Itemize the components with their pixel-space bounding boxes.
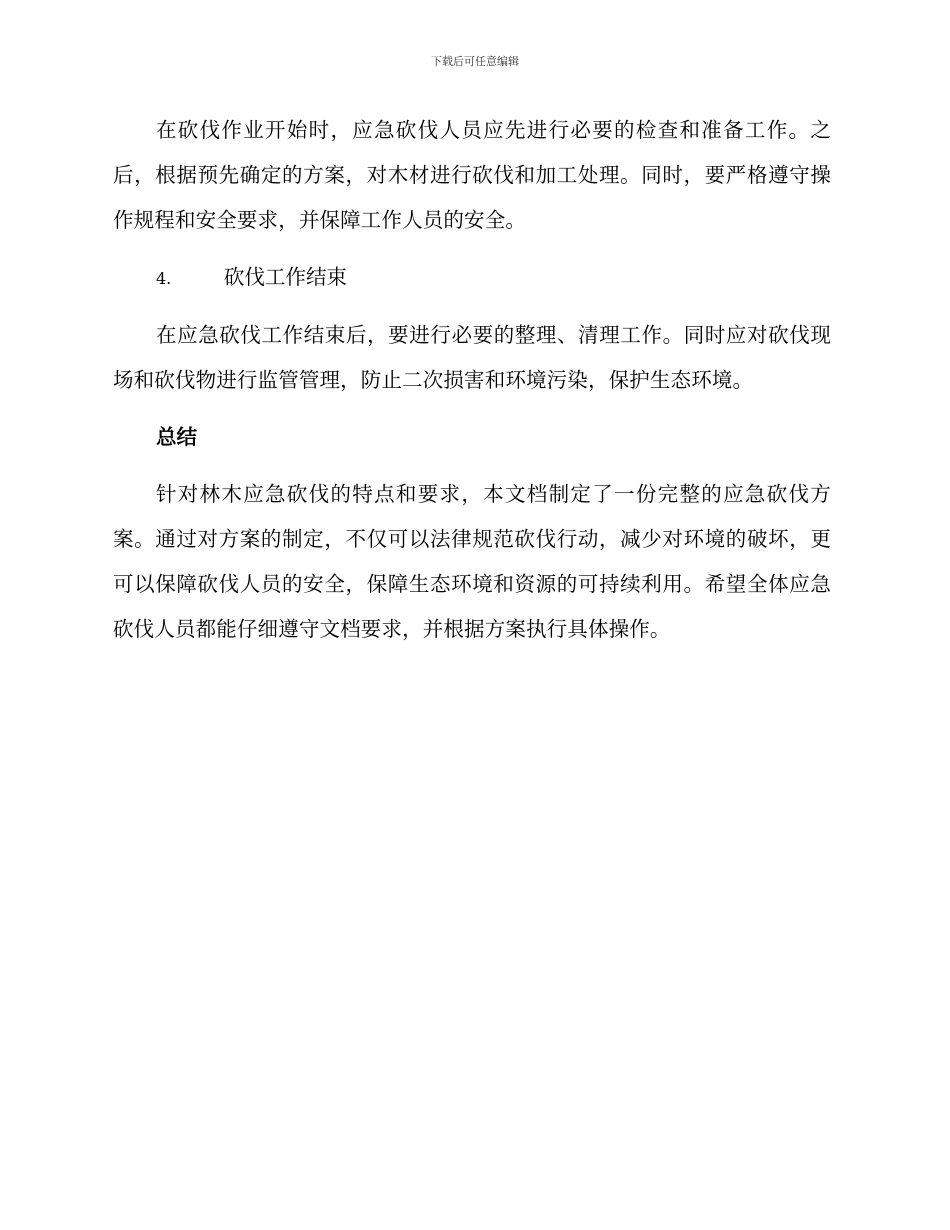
list-item-cutting-end <box>113 255 831 301</box>
list-item-number: 4. <box>156 269 172 288</box>
list-item-label: 砍伐工作结束 <box>224 265 347 289</box>
section-heading-summary: 总结 <box>156 425 197 449</box>
paragraph-after-cutting: 在应急砍伐工作结束后，要进行必要的整理、清理工作。同时应对砍伐现场和砍伐物进行监管管理，防止二次损害和环境污染，保护生态环境。 <box>113 323 831 392</box>
document-body <box>113 108 831 664</box>
paragraph-cutting-operation: 在砍伐作业开始时，应急砍伐人员应先进行必要的检查和准备工作。之后，根据预先确定的方案，对木材进行砍伐和加工处理。同时，要严格遵守操作规程和安全要求，并保障工作人员的安全。 <box>113 118 831 232</box>
paragraph-summary: 针对林木应急砍伐的特点和要求，本文档制定了一份完整的应急砍伐方案。通过对方案的制定，不仅可以法律规范砍伐行动，减少对环境的破坏，更可以保障砍伐人员的安全，保障生态环境和资源的可持续利用。希望全体应急砍伐人员都能仔细遵守文档要求，并根据方案执行具体操作。 <box>113 482 831 641</box>
page-header: 下载后可任意编辑 <box>431 55 519 68</box>
